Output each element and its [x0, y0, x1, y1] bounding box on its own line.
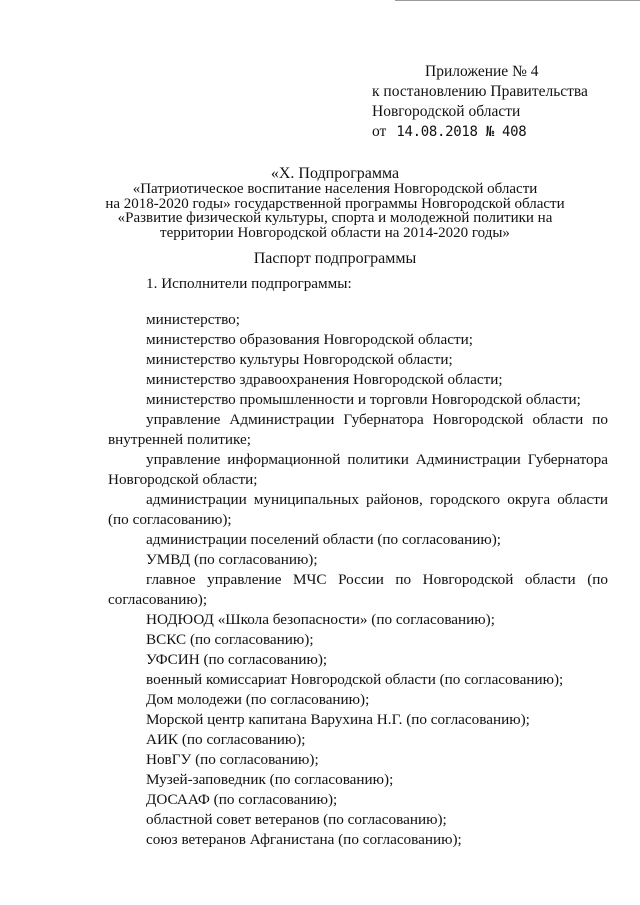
executor-item: военный комиссариат Новгородской области (по согласованию); — [146, 671, 564, 688]
executor-item: НовГУ (по согласованию); — [146, 751, 319, 768]
executor-item: АИК (по согласованию); — [146, 731, 306, 748]
appendix-date-line — [372, 122, 588, 142]
document-body — [108, 274, 608, 850]
executor-item: министерство образования Новгородской области; — [146, 331, 473, 348]
executor-item: Дом молодежи (по согласованию); — [146, 691, 370, 708]
executor-item: ВСКС (по согласованию); — [146, 631, 314, 648]
executor-item: управление информационной политики Администрации Губернатора Новгородской области; — [108, 451, 608, 488]
executor-item: администрации поселений области (по согласованию); — [146, 531, 501, 548]
passport-title: Паспорт подпрограммы — [253, 250, 417, 267]
executor-item: главное управление МЧС России по Новгородской области (по согласованию); — [108, 571, 608, 608]
appendix-date-prefix: от — [372, 123, 387, 140]
executor-item: Музей-заповедник (по согласованию); — [146, 771, 394, 788]
program-title-line: на 2018-2020 годы» государственной программы Новгородской области — [105, 195, 565, 212]
program-title-line: территории Новгородской области на 2014-2020 годы» — [160, 224, 510, 241]
appendix-region: Новгородской области — [372, 103, 521, 120]
program-title — [100, 182, 570, 240]
executor-item: министерство здравоохранения Новгородской области; — [146, 371, 503, 388]
executor-item: министерство культуры Новгородской области; — [146, 351, 453, 368]
program-title-line: «Развитие физической культуры, спорта и молодежной политики на — [117, 210, 553, 226]
program-title-line: «Патриотическое воспитание населения Новгородской области — [132, 181, 538, 197]
executor-item: НОДЮОД «Школа безопасности» (по согласованию); — [146, 611, 495, 628]
executor-item: ДОСААФ (по согласованию); — [146, 791, 338, 808]
executor-item: УМВД (по согласованию); — [146, 551, 318, 568]
section-heading: 1. Исполнители подпрограммы: — [146, 275, 352, 292]
executor-item: министерство промышленности и торговли Новгородской области; — [146, 391, 581, 408]
page-top-edge — [395, 0, 640, 1]
appendix-resolution: к постановлению Правительства — [372, 83, 588, 100]
executor-item: министерство; — [146, 311, 240, 328]
executor-item: союз ветеранов Афганистана (по согласованию); — [146, 831, 462, 848]
appendix-number: Приложение № 4 — [425, 63, 539, 80]
executor-item: управление Администрации Губернатора Новгородской области по внутренней политике; — [108, 411, 608, 448]
appendix-date: 14.08.2018 № 408 — [396, 124, 527, 140]
executor-item: УФСИН (по согласованию); — [146, 651, 328, 668]
executor-item: Морской центр капитана Варухина Н.Г. (по согласованию); — [146, 711, 530, 728]
executor-item: областной совет ветеранов (по согласованию); — [146, 811, 447, 828]
subprogram-title: «X. Подпрограмма — [270, 165, 400, 182]
appendix-block — [372, 62, 588, 142]
executor-item: администрации муниципальных районов, городского округа области (по согласованию); — [108, 491, 608, 528]
